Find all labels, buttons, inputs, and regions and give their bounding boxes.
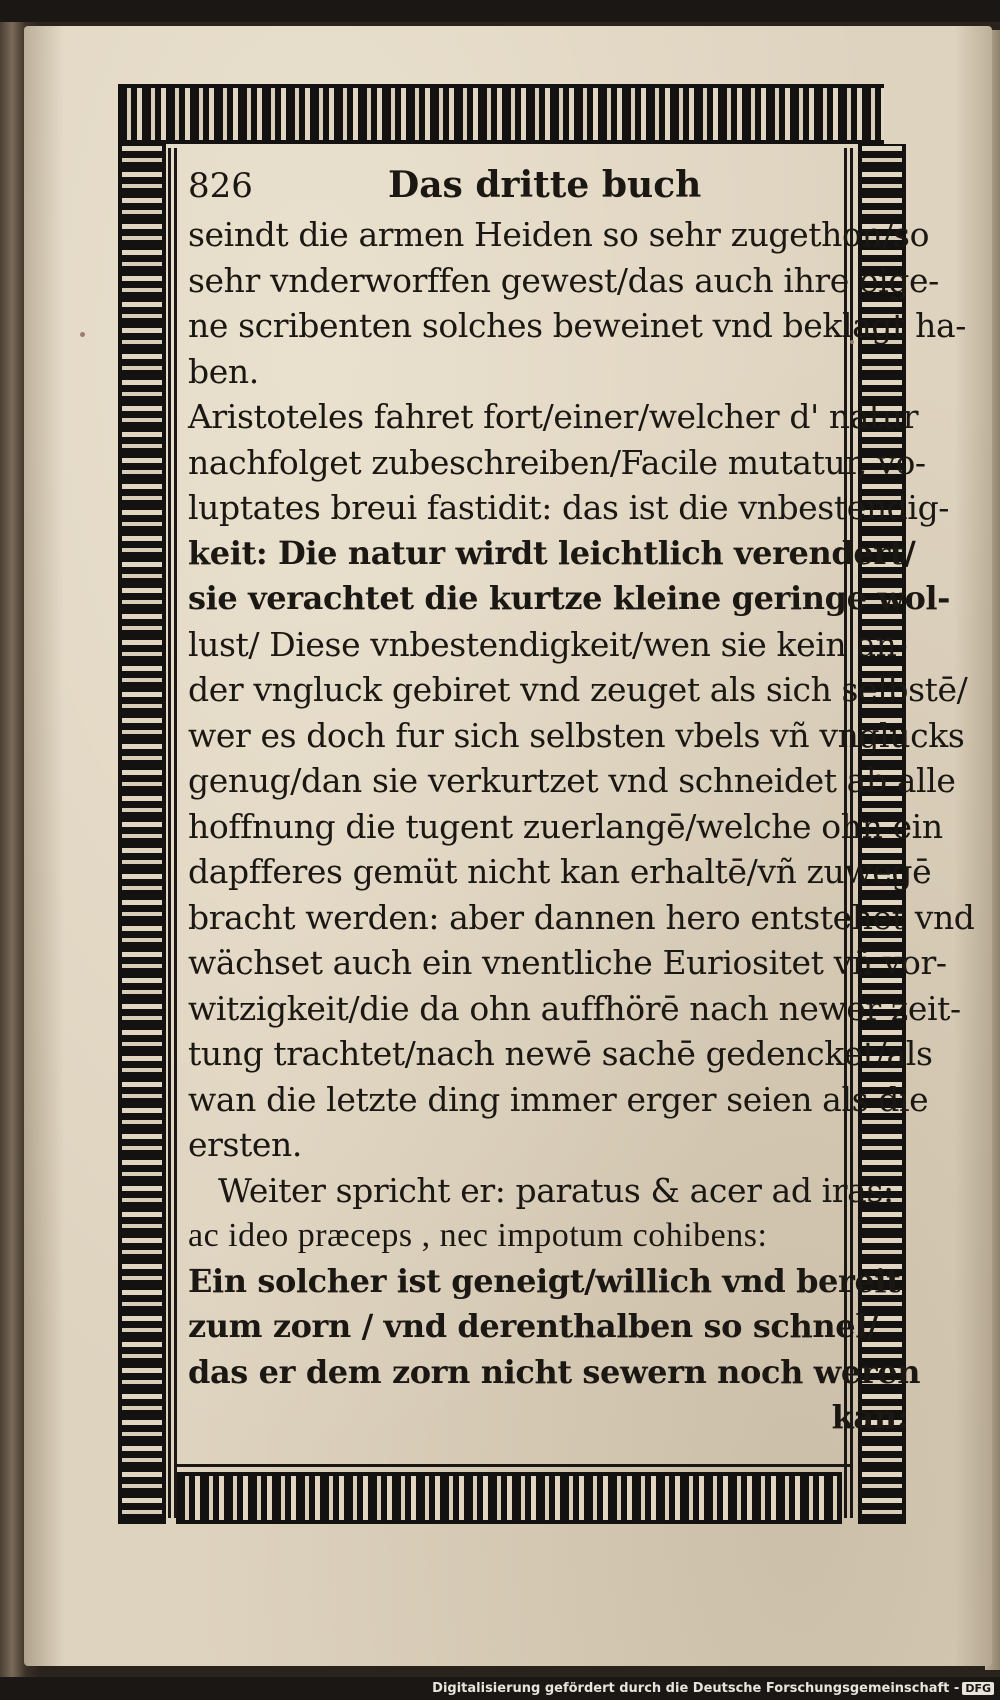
text-line: lust/ Diese vnbestendigkeit/wen sie kein an- (188, 624, 908, 664)
text-line: genug/dan sie verkurtzet vnd schneidet ab alle (188, 761, 956, 800)
text-line: wer es doch fur sich selbsten vbels vñ vnglucks (188, 715, 965, 755)
text-line: Ein solcher ist geneigt/willich vnd bereit (188, 1261, 901, 1300)
text-line: der vngluck gebiret vnd zeuget als sich selbstē/ (188, 670, 968, 709)
text-line: Aristoteles fahret fort/einer/welcher d' natur (188, 397, 919, 436)
text-line: das er dem zorn nicht sewern noch weren (188, 1352, 921, 1391)
text-line: Weiter spricht er: paratus & acer ad iras: (218, 1170, 894, 1210)
text-line: tung trachtet/nach newē sachē gedencket/als (188, 1034, 933, 1073)
page-text (188, 160, 975, 1441)
bottom-ornament-border (176, 1472, 842, 1524)
body-text (188, 212, 975, 1441)
text-line: nachfolget zubeschreiben/Facile mutatur, vo- (188, 442, 926, 482)
text-line: wächset auch ein vnentliche Euriositet vñ vor- (188, 943, 947, 982)
text-line: keit: Die natur wirdt leichtlich verendert/ (188, 533, 916, 572)
running-head: Das dritte buch (388, 164, 702, 206)
text-line: ben. (188, 351, 259, 391)
paper-speck (80, 332, 85, 337)
text-line: zum zorn / vnd derenthalben so schnel/ (188, 1307, 879, 1345)
text-line: ne scribenten solches beweinet vnd beklagt ha- (188, 306, 966, 345)
text-line: sehr vnderworffen gewest/das auch ihre eige- (188, 260, 939, 300)
text-line: ersten. (188, 1125, 302, 1164)
text-line: hoffnung die tugent zuerlangē/welche ohn ein (188, 806, 943, 846)
text-line: wan die letzte ding immer erger seien als die (188, 1079, 929, 1119)
page-number: 826 (188, 166, 253, 206)
credit-text: Digitalisierung gefördert durch die Deutsche Forschungsgemeinschaft - (432, 1681, 960, 1696)
bottom-inner-rule (174, 1464, 850, 1467)
text-line: seindt die armen Heiden so sehr zugethon/so (188, 215, 930, 254)
left-inner-rule-2 (174, 148, 177, 1518)
left-inner-rule (168, 148, 171, 1518)
left-ornament-border (118, 144, 166, 1524)
dfg-logo: DFG (962, 1682, 994, 1695)
text-line: kan: (831, 1398, 908, 1436)
top-ornament-border (118, 84, 884, 144)
text-line: dapfferes gemüt nicht kan erhaltē/vñ zuwegē (188, 852, 932, 891)
text-line: bracht werden: aber dannen hero entstehet vnd (188, 897, 975, 937)
text-line: witzigkeit/die da ohn auffhörē nach newer zeit- (188, 988, 961, 1028)
text-line: luptates breui fastidit: das ist die vnbestendig- (188, 488, 950, 527)
text-line: sie verachtet die kurtze kleine geringe wol- (188, 579, 951, 617)
page-header (188, 160, 908, 212)
text-line: ac ideo præceps , nec impotum cohibens: (188, 1217, 768, 1254)
digitization-credit (432, 1681, 994, 1696)
